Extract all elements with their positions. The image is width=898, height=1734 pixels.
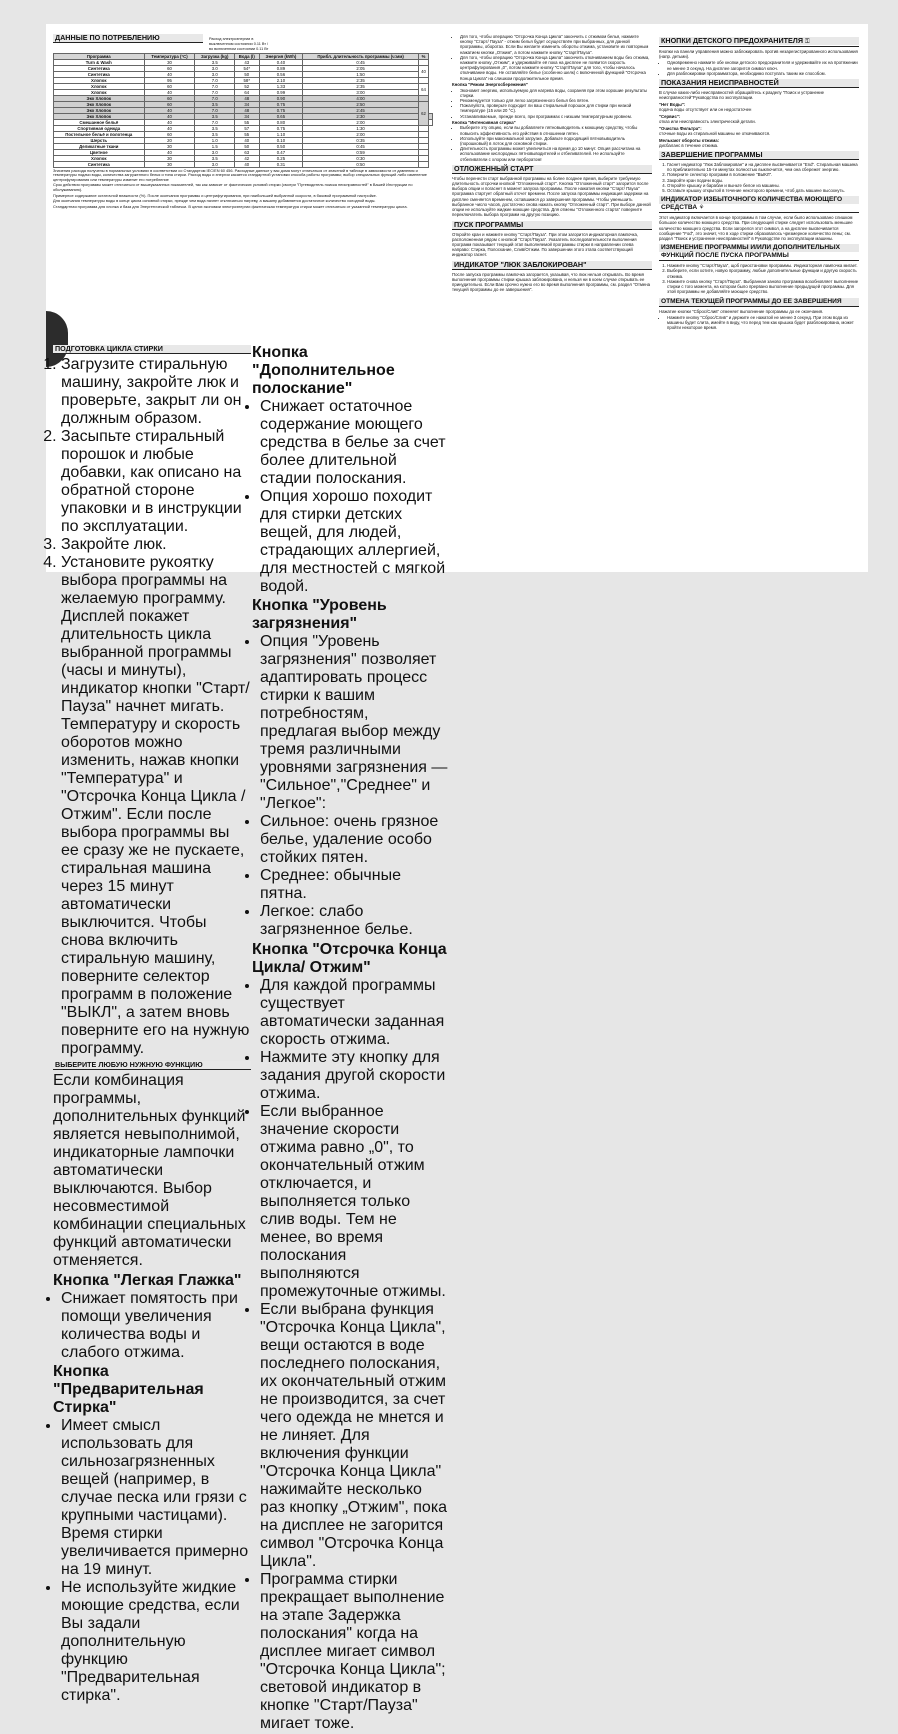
eco-list bbox=[460, 88, 652, 119]
table-cell: 7.0 bbox=[195, 83, 234, 89]
table-cell: 0.31 bbox=[259, 161, 303, 167]
extra-rinse-list bbox=[260, 398, 448, 596]
table-cell: 2:35 bbox=[303, 77, 419, 83]
fault-desc: отказ или неисправность электрической детали. bbox=[659, 119, 756, 125]
table-cell: 1:50 bbox=[303, 71, 419, 77]
child-lock-title bbox=[659, 37, 859, 47]
table-cell: 52 bbox=[234, 83, 259, 89]
fault-intro: В случае каких-либо неисправностей обращайтесь к разделу "Поиск и устранение неисправностей"Руководства по эксплуатации. bbox=[659, 90, 825, 101]
list-item: • Снижает помятость при помощи увеличения количества воды и слабого отжима. bbox=[61, 1290, 251, 1362]
table-cell: 30 bbox=[144, 143, 195, 149]
column-c bbox=[659, 34, 859, 570]
table-note: Срок действия программы может отличаться от вышеуказанных показателей, так как зависит от фактических условий стирки (смотри "Путеводитель поиска неисправностей" в Вашей Инструкции по обслуживанию). bbox=[53, 182, 413, 192]
table-cell: 4:00 bbox=[303, 95, 419, 101]
table-cell: 34 bbox=[234, 113, 259, 119]
spin-delay-title: Кнопка "Отсрочка Конца Цикла/ Отжим" bbox=[252, 940, 447, 976]
key-icon: ⚿ bbox=[805, 38, 810, 45]
table-cell: 48 bbox=[234, 107, 259, 113]
prep-steps bbox=[61, 356, 251, 1058]
table-cell: 7.0 bbox=[195, 77, 234, 83]
table-cell: 40 bbox=[144, 125, 195, 131]
table-cell: 55 bbox=[234, 119, 259, 125]
table-header: % bbox=[418, 53, 428, 59]
table-cell: 54* bbox=[234, 65, 259, 71]
prep-step: 2. Засыпьте стиральный порошок и любые добавки, как описано на обратной стороне упаковки и в инструкции по эксплуатации. bbox=[61, 428, 251, 536]
table-cell: 0.40 bbox=[259, 59, 303, 65]
table-cell: 64 bbox=[234, 89, 259, 95]
table-cell: 3.5 bbox=[195, 125, 234, 131]
table-cell: 40 bbox=[144, 89, 195, 95]
table-cell: 0.50 bbox=[259, 143, 303, 149]
soil-level-list bbox=[260, 633, 448, 939]
bottom-left-column bbox=[53, 342, 251, 1706]
table-cell: Эко Хлопок bbox=[54, 95, 145, 101]
end-title: ЗАВЕРШЕНИЕ ПРОГРАММЫ bbox=[659, 151, 859, 160]
list-item: • Экономит энергию, используемую для нагрева воды, сохраняя при этом хорошие результаты стирки. bbox=[460, 88, 652, 98]
table-cell: 1.5 bbox=[195, 143, 234, 149]
table-cell: 1.10 bbox=[259, 131, 303, 137]
table-cell: Хлопок bbox=[54, 77, 145, 83]
prep-step: 4. Установите рукоятку выбора программы на желаемую программу. Дисплей покажет длительность цикла выбранной программы (часы и минуты), индикатор кнопки "Старт/Пауза" начнет мигать. Температуру и скорость оборотов можно изменить, нажав кнопки "Температура" и "Отсрочка Конца Цикла /Отжим". Если после выбора программы вы ее сразу же не пускаете, стиральная машина через 15 минут автоматически выключится. Чтобы снова включить стиральную машину, поверните селектор программ в положение "ВЫКЛ", а затем вновь поверните его на нужную программу. bbox=[61, 554, 251, 1058]
fault-name: "Нет Воды": bbox=[659, 101, 686, 107]
column-b bbox=[452, 34, 652, 570]
table-cell: Постельное бельё и полотенца bbox=[54, 131, 145, 137]
table-cell: 2:50 bbox=[303, 101, 419, 107]
list-item: • Для каждой программы существует автоматически заданная скорость отжима. bbox=[260, 977, 448, 1049]
table-cell: 60 bbox=[144, 83, 195, 89]
consumption-title: ДАННЫЕ ПО ПОТРЕБЛЕНИЮ bbox=[53, 34, 203, 43]
table-cell: 0.75 bbox=[259, 107, 303, 113]
prep-step: 3. Закройте люк. bbox=[61, 536, 251, 554]
list-item: • Сильное: очень грязное белье, удаление особо стойких пятен. bbox=[260, 813, 448, 867]
child-lock-intro: Кнопки на панели управления можно заблокировать против незарегистрированного использования (напр. детьми). bbox=[659, 49, 858, 60]
table-cell: 0.47 bbox=[259, 149, 303, 155]
fault-desc: дисбаланс в течение отжима. bbox=[659, 142, 719, 148]
table-cell: Эко Хлопок bbox=[54, 107, 145, 113]
list-item: • Рекомендуется только для легко загрязненного белья без пятен. bbox=[460, 98, 652, 103]
table-cell: 30 bbox=[144, 161, 195, 167]
table-cell: 42 bbox=[234, 155, 259, 161]
table-cell: 0:35 bbox=[303, 137, 419, 143]
table-cell-pct: 64 bbox=[418, 83, 428, 95]
table-cell: 2:35 bbox=[303, 83, 419, 89]
list-item: • Среднее: обычные пятна. bbox=[260, 867, 448, 903]
table-cell: Спортивная одежда bbox=[54, 125, 145, 131]
table-cell-pct: 62 bbox=[418, 101, 428, 125]
child-lock-list bbox=[667, 60, 859, 76]
table-cell: Turn & Wash bbox=[54, 59, 145, 65]
table-cell: Синтетика bbox=[54, 161, 145, 167]
table-cell: 34 bbox=[234, 101, 259, 107]
table-cell: 3.0 bbox=[195, 71, 234, 77]
list-item: • Устанавливаемые, прежде всего, при программах с низшим температурным уровнем. bbox=[460, 114, 652, 119]
list-item: • Опция хорошо походит для стирки детских вещей, для людей, страдающих аллергией, для местностей с мягкой водой. bbox=[260, 488, 448, 596]
table-cell: 40 bbox=[144, 113, 195, 119]
table-cell: 2:45 bbox=[303, 107, 419, 113]
table-cell: 2:00 bbox=[303, 119, 419, 125]
manual-page bbox=[46, 24, 868, 1732]
consumption-table bbox=[53, 53, 433, 168]
table-cell: 7.0 bbox=[195, 107, 234, 113]
table-cell: 7.0 bbox=[195, 119, 234, 125]
table-cell: 55 bbox=[234, 131, 259, 137]
table-cell: Хлопок bbox=[54, 83, 145, 89]
table-header: Прибл. длительность программы (ч:мм) bbox=[303, 53, 419, 59]
prep-step: 1. Загрузите стиральную машину, закройте люк и проверьте, закрыт ли он должным образом. bbox=[61, 356, 251, 428]
list-item: • Программа стирки прекращает выполнение на этапе Задержка полоскания" когда на дисплее мигает символ "Отсрочка Конца Цикла"; световой индикатор в кнопке "Старт/Пауза" мигает тоже. bbox=[260, 1571, 448, 1733]
prewash-list bbox=[61, 1417, 251, 1705]
table-cell: 3:00 bbox=[303, 89, 419, 95]
list-item: • Легкое: слабо загрязненное белье. bbox=[260, 903, 448, 939]
list-item: 4. Откройте крышку и барабан и выньте белое из машины. bbox=[667, 183, 859, 188]
list-item: • Одновременно нажмите обе кнопки детского предохранителя и удерживайте их на протяжении не менее 3 секунд. На дисплее загорится символ ключ. bbox=[667, 60, 859, 70]
foam-icon: ⚘ bbox=[698, 204, 705, 212]
consumption-header bbox=[53, 34, 271, 53]
table-cell: 0.25 bbox=[259, 155, 303, 161]
table-cell: 0:45 bbox=[303, 143, 419, 149]
fault-name: "Сервис": bbox=[659, 113, 681, 119]
table-cell: 3.5 bbox=[195, 113, 234, 119]
list-item: • Опция "Уровень загрязнения" позволяет адаптировать процесс стирки к вашим потребностям, предлагая выбор между тремя различными уровнями загрязнения — "Сильное","Среднее" и "Легкое": bbox=[260, 633, 448, 813]
table-cell: 0.90 bbox=[259, 95, 303, 101]
list-item: • Для того, чтобы операцию "Отсрочка Конца Цикла" закончить с отжимом белья, нажмите кнопку "Старт/ Пауза" - отжим белья будет осуществлён при выбранных, для данной программы, оборотах. Если Вы желаете изменить обороты отжима, установите их повторным нажатием кнопки „Отжим", а потом нажмите кнопку "Старт/Пауза". bbox=[460, 34, 652, 55]
table-cell: 0.80 bbox=[259, 119, 303, 125]
table-cell: 3.0 bbox=[195, 161, 234, 167]
easy-iron-title: Кнопка "Легкая Глажка" bbox=[53, 1271, 242, 1289]
delay-start-text: Чтобы перенести старт выбранной программы на более позднее время, выберите требуемую длительность отсрочки кнопкой "Отложенный старт". Кнопка "Отложенный старт" загорится после выбора опции и погаснет в момент запуска программы. После нажатия кнопки "Старт/ Пауза" программа стартует обратный отсчет времени. После запуска программы индикация задержки на дисплее сменяется временем, оставшимся до завершения программы. Чтобы уменьшить выбранное число часов, достаточно снова нажать кнопку "Отложенный старт". При выборе данной опции не используйте жидкие моющие средства. Для отмены "Отложенного старта" поверните переключатель выбора программ на другую позицию. bbox=[452, 175, 651, 218]
table-cell: 0:30 bbox=[303, 155, 419, 161]
table-header: Вода (l) bbox=[234, 53, 259, 59]
table-cell: 0:45 bbox=[303, 59, 419, 65]
table-cell: 2:00 bbox=[303, 131, 419, 137]
table-cell: 60 bbox=[144, 101, 195, 107]
table-cell: 0.65 bbox=[259, 113, 303, 119]
bottom-middle-column bbox=[252, 342, 448, 1734]
change-title: ИЗМЕНЕНИЕ ПРОГРАММЫ И/ИЛИ ДОПОЛНИТЕЛЬНЫХ ФУНКЦИЙ ПОСЛЕ ПУСКА ПРОГРАММЫ bbox=[659, 244, 859, 261]
door-lock-text: После запуска программы лампочка загорается, указывая, что люк нельзя открывать. Во время выполнения программы стирки крышка заблокирована, и нельзя ни в коем случае открывать ее принудительно. Если Вам срочно нужно его во время выполнения программы, см. раздел "Отмена текущей программы до ее завершения". bbox=[452, 271, 651, 293]
fault-desc: подача воды отсутствует или он недостаточен bbox=[659, 107, 752, 113]
list-item: • Не используйте жидкие моющие средства, если Вы задали дополнительную функцию "Предварительная стирка". bbox=[61, 1579, 251, 1705]
table-cell: Цветное bbox=[54, 149, 145, 155]
fault-name: "Очистка Фильтра": bbox=[659, 125, 702, 131]
table-cell: 50 bbox=[234, 143, 259, 149]
table-cell: 63 bbox=[234, 149, 259, 155]
consumption-table-wrap bbox=[53, 53, 433, 210]
list-item: • Длительность программы может увеличиться на время до 10 минут. Опция рассчитана на использование кислородных пятновыводителей и отбеливателей. Не используйте отбеливатели с хлором или перборатом! bbox=[460, 146, 652, 162]
fault-item bbox=[659, 126, 859, 136]
list-item: 1. Гаснет индикатор "Люк Заблокирован" и на дисплее высвечивается "End". Стиральная машина по приблизительно 15-ти минутах полностью выключится, чем она сбережет энергию. bbox=[667, 162, 859, 172]
list-item: • Пожалуйста, проверьте подходит ли ваш стиральный порошок для стирки при низкой температуре (15 или 20 °C). bbox=[460, 103, 652, 113]
table-cell: 2:30 bbox=[303, 113, 419, 119]
prewash-title: Кнопка "Предварительная Стирка" bbox=[53, 1363, 204, 1416]
soil-level-title: Кнопка "Уровень загрязнения" bbox=[252, 597, 387, 632]
table-cell-pct: 40 bbox=[418, 65, 428, 77]
door-lock-title: ИНДИКАТОР "ЛЮК ЗАБЛОКИРОВАН" bbox=[452, 261, 652, 270]
table-cell-pct bbox=[429, 119, 433, 125]
table-cell: 3.5 bbox=[195, 101, 234, 107]
intensive-title: Кнопка "Интенсивная стирка" bbox=[452, 120, 516, 126]
table-cell: 60 bbox=[144, 131, 195, 137]
list-item: 1. Нажмите кнопку "Старт/Пауза", щоб приостановки программы. Индикаторная лампочка мигает. bbox=[667, 263, 859, 268]
extra-rinse-title: Кнопка "Дополнительное полоскание" bbox=[252, 343, 395, 397]
list-item: 5. Оставьте крышку открытой в течение некоторого времени, чтоб дать машине высохнуть. bbox=[667, 188, 859, 193]
table-cell: Деликатные ткани bbox=[54, 143, 145, 149]
table-cell: 50 bbox=[234, 71, 259, 77]
list-item: • Нажмите эту кнопку для задания другой скорости отжима. bbox=[260, 1049, 448, 1103]
table-cell: 3.0 bbox=[195, 65, 234, 71]
intensive-list bbox=[460, 125, 652, 161]
table-row bbox=[54, 161, 433, 167]
list-item: • Выберите эту опцию, если вы добавляете пятновыводитель к моющему средству, чтобы повысить эффективность его действия в отношении пятен. bbox=[460, 125, 652, 135]
list-item: • Нажмите кнопку "Сброс/Слив" и держите ее нажатой не менее 3 секунд. При этом вода из машины будет слита, имейте в виду, что перед тем как крышка будет разблокирована, может пройти некоторое время. bbox=[667, 315, 859, 331]
table-cell: 0:50 bbox=[303, 161, 419, 167]
table-header: Температура (°C) bbox=[144, 53, 195, 59]
table-cell: 7.0 bbox=[195, 89, 234, 95]
fault-item bbox=[659, 102, 859, 112]
table-note: Примерное содержание остаточной влажности (%). После окончания программы и центрифугирования, при наибольшей выбранной скорости, в базовой программной настройке. bbox=[53, 192, 377, 198]
table-cell: 0:59 bbox=[303, 149, 419, 155]
table-cell: 7.0 bbox=[195, 95, 234, 101]
table-cell: 3.5 bbox=[195, 155, 234, 161]
fault-item bbox=[659, 114, 859, 124]
list-item: • Используйте при максимальной загрузке. Добавьте подходящий пятновыводитель (порошковый) в лоток для основной стирки. bbox=[460, 136, 652, 146]
table-cell: 58* bbox=[234, 77, 259, 83]
table-cell: 30 bbox=[144, 59, 195, 65]
table-cell: 30 bbox=[144, 155, 195, 161]
table-cell: 0.99 bbox=[259, 89, 303, 95]
table-cell: 20 bbox=[144, 137, 195, 143]
list-item: • Снижает остаточное содержание моющего средства в белье за счет более длительной стадии полоскания. bbox=[260, 398, 448, 488]
list-item: 2. Выберите, если хотите, новую программу, любые дополнительные функции и другую скорость отжима. bbox=[667, 268, 859, 278]
consumption-notes bbox=[53, 169, 433, 210]
cancel-title: ОТМЕНА ТЕКУЩЕЙ ПРОГРАММЫ ДО ЕЕ ЗАВЕРШЕНИЯ bbox=[659, 298, 859, 307]
fault-desc: сточные воды из стиральной машины не откачиваются. bbox=[659, 130, 771, 136]
table-cell: Шерсть bbox=[54, 137, 145, 143]
table-header: Загрузка (kg) bbox=[195, 53, 234, 59]
start-text: Откройте кран и нажмите кнопку "Старт/Пауза". При этом загорится индикаторная лампочка, расположенная рядом с кнопкой "Старт/Пауза". Указатель последовательности выполнения программ показывает текущий этап выполняемой программы стирки в направлении слева направо: Стирка, Полоскание, Слив/Отжим. По завершении этого этапа соответствующий индикатор гаснет. bbox=[452, 231, 639, 258]
list-item: 3. Закройте кран подачи воды. bbox=[667, 178, 859, 183]
list-item: • Для разблокировки программатора, необходимо поступать таким же способом. bbox=[667, 71, 859, 76]
spin-delay-list bbox=[260, 977, 448, 1733]
change-list bbox=[667, 263, 859, 294]
table-cell: Смешанное бельё bbox=[54, 119, 145, 125]
list-item: • Если выбрана функция "Отсрочка Конца Цикла", вещи остаются в воде последнего полоскания, их окончательный отжим не производится, за счет чего одежда не мнется и не линяет. Для включения функции "Отсрочка Конца Цикла" нажимайте несколько раз кнопку „Отжим", пока на дисплее не загорится символ "Отсрочка Конца Цикла". bbox=[260, 1301, 448, 1571]
table-cell: 40 bbox=[144, 107, 195, 113]
table-cell: 0.10 bbox=[259, 137, 303, 143]
func-title: ВЫБЕРИТЕ ЛЮБУЮ НУЖНУЮ ФУНКЦИЮ bbox=[53, 1061, 251, 1070]
table-cell: Эко Хлопок bbox=[54, 101, 145, 107]
table-cell: 1.33 bbox=[259, 83, 303, 89]
list-item: 3. Нажмите снова кнопку "Старт/Пауза". Выбранная заново программа возобновляет выполнение стирки с того момента, на котором было прервано выполнение предыдущей программы. Для этой программы не добавляйте моющее средство. bbox=[667, 279, 859, 295]
fault-list bbox=[659, 102, 859, 148]
child-lock-title-text: КНОПКИ ДЕТСКОГО ПРЕДОХРАНИТЕЛЯ bbox=[661, 36, 804, 45]
table-cell: 3.0 bbox=[195, 149, 234, 155]
table-cell: 95 bbox=[144, 77, 195, 83]
table-cell: 40 bbox=[144, 71, 195, 77]
start-title: ПУСК ПРОГРАММЫ bbox=[452, 221, 652, 230]
table-cell-pct bbox=[418, 161, 428, 167]
table-cell: 1.0 bbox=[195, 137, 234, 143]
cancel-intro: Нажатие кнопки "Сброс/Слив" отменяет выполнение программы до ее окончания. bbox=[659, 308, 824, 314]
table-note: Для окончания температуры воды в конце цикла основной стирки, прежде чем вода начнет отключаться нагреву, а машину добавляется достаточное количество холодной воды. bbox=[53, 198, 376, 204]
fault-item bbox=[659, 138, 859, 148]
end-list bbox=[667, 162, 859, 193]
table-cell: 3.5 bbox=[195, 131, 234, 137]
consumption-note: Расход электроэнергии в выключенном состоянии 0.11 Вт / во включенном состоянии 0.11 Вт bbox=[209, 37, 269, 52]
table-cell: 2:05 bbox=[303, 65, 419, 71]
table-header: Энергия (kWh) bbox=[259, 53, 303, 59]
table-cell: 3.5 bbox=[195, 59, 234, 65]
eco-title: Кнопка "Режим Энергосбережения" bbox=[452, 82, 528, 88]
table-cell: 48 bbox=[234, 95, 259, 101]
list-item: • Имеет смысл использовать для сильнозагрязненных вещей (например, в случае песка или грязи с крупными частицами). Время стирки увеличивается примерно на 19 минут. bbox=[61, 1417, 251, 1579]
easy-iron-list bbox=[61, 1290, 251, 1362]
table-cell: 57 bbox=[234, 125, 259, 131]
table-cell: 0.56 bbox=[259, 71, 303, 77]
list-item: • Если выбранное значение скорости отжима равно „0", то окончательный отжим отключается, и выполняется только слив воды. Тем не менее, во время полоскания выполняются промежуточные отжимы. bbox=[260, 1103, 448, 1301]
table-cell: 0.89 bbox=[259, 65, 303, 71]
delay-start-title: ОТЛОЖЕННЫЙ СТАРТ bbox=[452, 165, 652, 174]
table-cell: 40 bbox=[234, 161, 259, 167]
table-cell: Хлопок bbox=[54, 155, 145, 161]
prep-title: ПОДГОТОВКА ЦИКЛА СТИРКИ bbox=[53, 345, 251, 354]
table-note: Стандартная программа для хлопка и база для Энергетической таблички. В целях экономии электроэнергии фактическая температура стирки может отличаться от указанной температуры цикла. bbox=[53, 203, 408, 209]
overdose-title-text: ИНДИКАТОР ИЗБЫТОЧНОГО КОЛИЧЕСТВА МОЮЩЕГО СРЕДСТВА bbox=[661, 196, 843, 212]
table-cell: Синтетика bbox=[54, 65, 145, 71]
overdose-title bbox=[659, 196, 859, 213]
list-item: 2. Поверните селектор программ в положение "ВЫКЛ". bbox=[667, 172, 859, 177]
table-cell: 40 bbox=[234, 137, 259, 143]
func-intro: Если комбинация программы, дополнительных функций является невыполнимой, индикаторные лампочки автоматически выключаются. Выбор несовместимой комбинации специальных функций автоматически отменяется. bbox=[53, 1072, 246, 1269]
table-header: Программа bbox=[54, 53, 145, 59]
table-cell: Эко Хлопок bbox=[54, 113, 145, 119]
table-cell: 40 bbox=[144, 119, 195, 125]
fault-name: Мелькают обороты отжима: bbox=[659, 137, 720, 143]
overdose-text: Этот индикатор включается в конце программы в том случае, если было использовано слишком большое количество моющего средства. При следующей стирке следует использовать меньшее количество моющего средства. Если загорелся этот символ, а на дисплее высвечивается сообщение "Fod", это значит, что в ходе стирки образовалось чрезмерное количество пены; см. раздел "Поиск и устранение неисправностей" в Руководстве по эксплуатации машины. bbox=[659, 215, 853, 242]
table-cell: 0.75 bbox=[259, 101, 303, 107]
list-item: • Для того, чтобы операцию "Отсрочка Конца Цикла" закончить откачиванием воды без отжима, нажмите кнопку „Отжим", и удерживайте её пока на дисплее не появится скорость центрифугирования „0", потом нажмите кнопку "Старт/Пауза" для того, чтобы началось откачивание воды. Не оставляйте белье (особенно шелк) с включенной функцией "Отсрочка Конца Цикла" на слишком продолжительное время. bbox=[460, 55, 652, 81]
cancel-list bbox=[667, 315, 859, 331]
table-cell: Синтетика bbox=[54, 71, 145, 77]
table-cell: 60 bbox=[144, 95, 195, 101]
table-cell: 40 bbox=[144, 149, 195, 155]
table-cell: 2.10 bbox=[259, 77, 303, 83]
fault-title: ПОКАЗАНИЯ НЕИСПРАВНОСТЕЙ bbox=[659, 79, 859, 88]
table-cell: Хлопок bbox=[54, 89, 145, 95]
table-cell: 43 bbox=[234, 59, 259, 65]
delay-continued-list bbox=[460, 34, 652, 81]
table-note: Значения расхода получены в нормальных условиях в соответствии со Стандартом IEC/EN 60 456. Расходные данные у вас дома могут отличаться от значений в таблице в зависимости от давления и температуры подачи воды, количества загруженного белья и типа стирки. Расход воды и энергии касается стандартной установки способа работы программы; выбор специальных функций либо изменение центрифугирования или температуры изменит его потребление bbox=[53, 167, 427, 182]
table-cell: 60 bbox=[144, 65, 195, 71]
table-cell: 0.75 bbox=[259, 125, 303, 131]
table-cell: 1:30 bbox=[303, 125, 419, 131]
